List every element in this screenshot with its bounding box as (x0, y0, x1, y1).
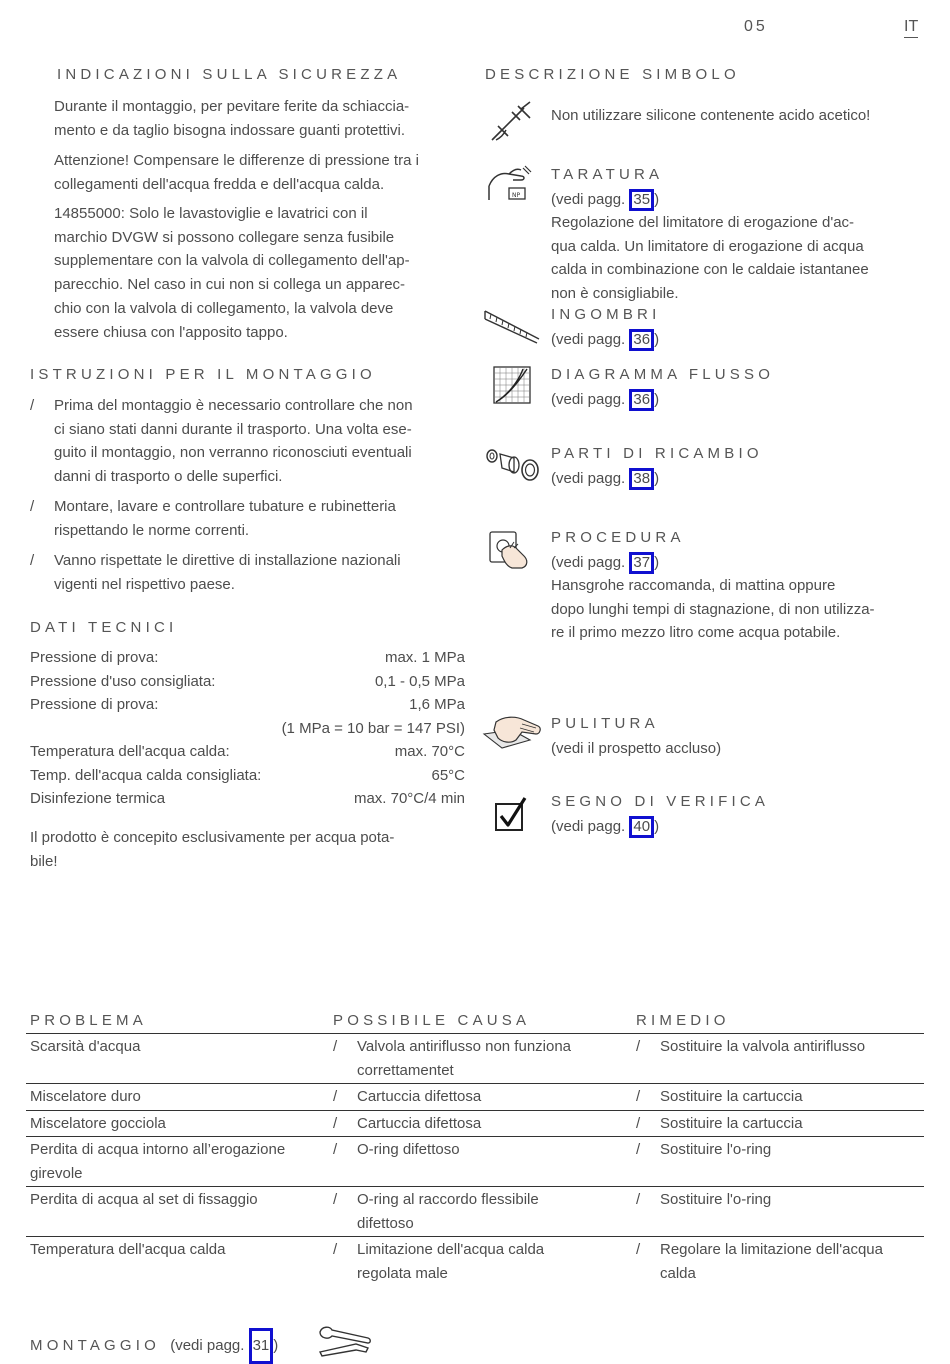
spec-value: 1,6 MPa (409, 696, 465, 713)
ricambio-title: PARTI DI RICAMBIO (551, 445, 763, 462)
bullet-marker: / (636, 1191, 641, 1208)
bullet-marker: / (333, 1191, 338, 1208)
text-line: Attenzione! Compensare le differenze di pressione tra i (54, 152, 419, 169)
spec-value: 65°C (431, 767, 465, 784)
ref-suffix: ) (654, 391, 660, 408)
text-line: parecchio. Nel caso in cui non si collega un apparec- (54, 276, 406, 294)
safety-heading: INDICAZIONI SULLA SICUREZZA (57, 66, 402, 83)
bullet-marker: / (333, 1114, 338, 1132)
problem-cell (26, 1084, 329, 1111)
text-line: Perdita di acqua intorno all’erogazione (30, 1141, 286, 1158)
text-line: ci siano stati danni durante il trasporto. Una volta ese- (54, 420, 412, 438)
text-line: Scarsità d'acqua (30, 1038, 141, 1055)
text-line: danni di trasporto o delle superfici. (54, 468, 283, 486)
text-line: Sostituire l'o-ring (660, 1141, 772, 1158)
montaggio-title: MONTAGGIO (30, 1337, 161, 1354)
ricambio-ref (551, 467, 659, 491)
text-line: Sostituire la valvola antiriflusso (660, 1038, 866, 1055)
language-tag: IT (904, 18, 918, 38)
text-line: O-ring difettoso (357, 1141, 460, 1158)
cleaning-cloth-icon (482, 712, 544, 752)
problem-cell (26, 1137, 329, 1187)
troubleshooting-table (26, 1009, 924, 1286)
text-line: Prima del montaggio è necessario controllare che non (54, 397, 413, 414)
table-row (26, 1084, 924, 1111)
bullet-marker: / (636, 1114, 641, 1132)
text-line: collegamenti dell'acqua fredda e dell'acqua calda. (54, 175, 385, 193)
silicone-warning: Non utilizzare silicone contenente acido acetico! (551, 107, 871, 124)
spare-parts-icon (484, 446, 542, 482)
table-row (26, 1034, 924, 1084)
text-line: dopo lunghi tempi di stagnazione, di non utilizza- (551, 600, 875, 618)
bullet-marker: / (636, 1038, 641, 1055)
remedy-cell (632, 1034, 924, 1084)
text-line: 14855000: Solo le lavastoviglie e lavatrici con il (54, 205, 368, 222)
table-row (26, 1137, 924, 1187)
cause-cell (329, 1137, 632, 1187)
ingombri-ref (551, 328, 659, 352)
ref-prefix: (vedi pagg. (551, 331, 626, 348)
ref-prefix: (vedi pagg. (170, 1337, 245, 1354)
spec-value: 0,1 - 0,5 MPa (374, 673, 465, 690)
text-line: chio con la valvola di collegamento, la valvola deve (54, 299, 394, 317)
ref-suffix: ) (654, 554, 660, 571)
ref-suffix: ) (273, 1337, 279, 1354)
text-line: regolata male (357, 1264, 448, 1282)
procedure-hand-icon (488, 528, 536, 570)
text-line: Hansgrohe raccomanda, di mattina oppure (551, 577, 836, 594)
spec-label: Temp. dell'acqua calda consigliata: (30, 767, 262, 784)
remedy-cell (632, 1110, 924, 1137)
checkmark-box-icon (494, 796, 528, 832)
procedura-description (551, 574, 931, 645)
spec-row (30, 693, 465, 717)
remedy-cell (632, 1187, 924, 1237)
text-line: guito il montaggio, non verranno riconosciuti eventuali (54, 444, 412, 462)
header-cause: POSSIBILE CAUSA (329, 1009, 632, 1034)
text-line: Durante il montaggio, per pevitare ferite da schiaccia- (54, 98, 410, 115)
ref-suffix: ) (654, 818, 660, 835)
spec-row (30, 787, 465, 811)
text-line: O-ring al raccordo flessibile (357, 1191, 539, 1208)
text-line: re il primo mezzo litro come acqua potabile. (551, 624, 841, 642)
ref-suffix: ) (654, 191, 660, 208)
safety-paragraph-2 (54, 149, 469, 196)
text-line: Il prodotto è concepito esclusivamente per acqua pota- (30, 829, 395, 846)
spec-label: Pressione di prova: (30, 696, 159, 713)
flow-diagram-icon (493, 366, 531, 404)
taratura-title: TARATURA (551, 166, 664, 183)
header-problem: PROBLEMA (26, 1009, 329, 1034)
symbols-heading: DESCRIZIONE SIMBOLO (485, 66, 740, 83)
page-number: 05 (744, 18, 768, 35)
taratura-ref (551, 188, 659, 212)
footer-montaggio (30, 1328, 278, 1364)
problem-cell (26, 1187, 329, 1237)
spec-row (30, 740, 465, 764)
pulitura-ref: (vedi il prospetto accluso) (551, 740, 722, 757)
assembly-item-3 (30, 549, 470, 596)
text-line: girevole (30, 1164, 83, 1182)
wrench-tools-icon (316, 1324, 372, 1358)
text-line: Regolazione del limitatore di erogazione d'ac- (551, 214, 855, 231)
spec-label: Temperatura dell'acqua calda: (30, 743, 230, 760)
text-line: Miscelatore duro (30, 1088, 141, 1105)
ref-prefix: (vedi pagg. (551, 554, 626, 571)
text-line: Cartuccia difettosa (357, 1114, 482, 1132)
bullet-marker: / (636, 1088, 641, 1105)
ref-prefix: (vedi pagg. (551, 391, 626, 408)
silicone-gun-icon (488, 100, 534, 144)
tech-note (30, 826, 470, 873)
bullet-marker: / (333, 1038, 338, 1055)
cause-cell (329, 1187, 632, 1237)
text-line: difettoso (357, 1214, 414, 1232)
text-line: bile! (30, 852, 58, 870)
text-line: Miscelatore gocciola (30, 1114, 166, 1132)
diagramma-title: DIAGRAMMA FLUSSO (551, 366, 775, 383)
cause-cell (329, 1034, 632, 1084)
procedura-title: PROCEDURA (551, 529, 685, 546)
text-line: calda in combinazione con le caldaie istantanee (551, 261, 869, 279)
text-line: essere chiusa con l'apposito tappo. (54, 323, 288, 341)
verifica-ref (551, 815, 659, 839)
text-line: Sostituire la cartuccia (660, 1088, 803, 1105)
page-link-38[interactable]: 38 (629, 468, 654, 490)
page-link-36[interactable]: 36 (629, 329, 654, 351)
text-line: qua calda. Un limitatore di erogazione di acqua (551, 237, 864, 255)
text-line: vigenti nel rispettivo paese. (54, 575, 235, 593)
bullet-marker: / (636, 1141, 641, 1158)
diagramma-ref (551, 388, 659, 412)
cause-cell (329, 1237, 632, 1287)
page-link-36[interactable]: 36 (629, 389, 654, 411)
calibration-hand-icon (487, 164, 533, 204)
ref-suffix: ) (654, 470, 660, 487)
bullet-marker: / (30, 498, 35, 515)
text-line: Sostituire la cartuccia (660, 1114, 803, 1132)
assembly-item-2 (30, 495, 470, 542)
table-row (26, 1110, 924, 1137)
spec-value: max. 70°C (394, 743, 465, 760)
text-line: supplementare con la valvola di collegamento dell'ap- (54, 252, 410, 270)
safety-paragraph-1 (54, 95, 469, 142)
page-link-37[interactable]: 37 (629, 552, 654, 574)
text-line: Valvola antiriflusso non funziona (357, 1038, 572, 1055)
ref-prefix: (vedi pagg. (551, 470, 626, 487)
text-line: Regolare la limitazione dell'acqua (660, 1241, 883, 1258)
assembly-heading: ISTRUZIONI PER IL MONTAGGIO (30, 366, 376, 383)
text-line: Sostituire l'o-ring (660, 1191, 772, 1208)
ruler-icon (483, 305, 543, 345)
text-line: Limitazione dell'acqua calda (357, 1241, 545, 1258)
remedy-cell (632, 1137, 924, 1187)
text-line: correttamentet (357, 1061, 454, 1079)
text-line: non è consigliabile. (551, 285, 679, 303)
text-line: calda (660, 1264, 696, 1282)
remedy-cell (632, 1237, 924, 1287)
ref-prefix: (vedi pagg. (551, 818, 626, 835)
ingombri-title: INGOMBRI (551, 306, 661, 323)
page-link-35[interactable]: 35 (629, 189, 654, 211)
text-line: Temperatura dell'acqua calda (30, 1241, 226, 1258)
spec-value: max. 70°C/4 min (353, 790, 465, 807)
spec-label: Disinfezione termica (30, 790, 166, 807)
svg-text:NP: NP (512, 192, 521, 199)
montaggio-ref (170, 1337, 278, 1354)
spec-label: Pressione di prova: (30, 649, 159, 666)
text-line: Vanno rispettate le direttive di installazione nazionali (54, 552, 401, 569)
spec-label: Pressione d'uso consigliata: (30, 673, 216, 690)
text-line: Cartuccia difettosa (357, 1088, 482, 1105)
bullet-marker: / (333, 1241, 338, 1258)
table-row (26, 1187, 924, 1237)
spec-row (30, 764, 465, 788)
text-line: Perdita di acqua al set di fissaggio (30, 1191, 258, 1208)
problem-cell (26, 1110, 329, 1137)
header-remedy: RIMEDIO (632, 1009, 924, 1034)
spec-row (30, 646, 465, 670)
problem-cell (26, 1237, 329, 1287)
page-link-31[interactable]: 31 (249, 1328, 274, 1364)
spec-row (30, 670, 465, 694)
table-header-row (26, 1009, 924, 1034)
text-line: mento e da taglio bisogna indossare guanti protettivi. (54, 121, 406, 139)
spec-value: max. 1 MPa (384, 649, 465, 666)
spec-value: (1 MPa = 10 bar = 147 PSI) (281, 720, 465, 737)
cause-cell (329, 1110, 632, 1137)
procedura-ref (551, 551, 659, 575)
table-row (26, 1237, 924, 1287)
ref-prefix: (vedi pagg. (551, 191, 626, 208)
bullet-marker: / (636, 1241, 641, 1258)
bullet-marker: / (30, 552, 35, 569)
bullet-marker: / (30, 397, 35, 414)
remedy-cell (632, 1084, 924, 1111)
taratura-description (551, 211, 931, 306)
problem-cell (26, 1034, 329, 1084)
verifica-title: SEGNO DI VERIFICA (551, 793, 770, 810)
text-line: marchio DVGW si possono collegare senza fusibile (54, 228, 395, 246)
bullet-marker: / (333, 1088, 338, 1105)
assembly-item-1 (30, 394, 470, 489)
text-line: Montare, lavare e controllare tubature e rubinetteria (54, 498, 396, 515)
safety-paragraph-3 (54, 202, 469, 344)
pulitura-title: PULITURA (551, 715, 659, 732)
spec-row (30, 717, 465, 741)
text-line: rispettando le norme correnti. (54, 521, 250, 539)
ref-suffix: ) (654, 331, 660, 348)
page-link-40[interactable]: 40 (629, 816, 654, 838)
tech-heading: DATI TECNICI (30, 619, 178, 636)
cause-cell (329, 1084, 632, 1111)
bullet-marker: / (333, 1141, 338, 1158)
